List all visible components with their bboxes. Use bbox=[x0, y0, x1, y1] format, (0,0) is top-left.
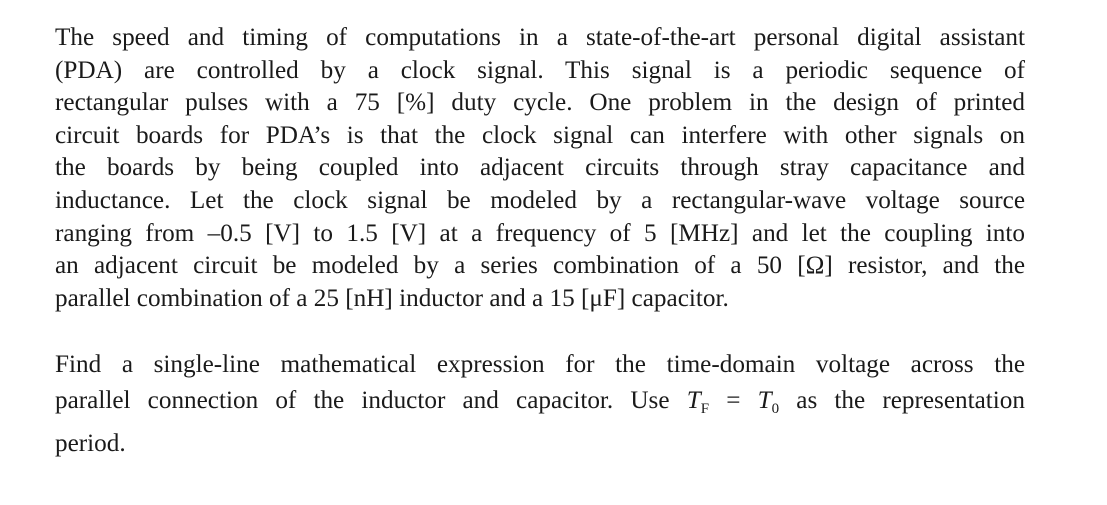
text-fragment: parallel connection of the inductor and capacitor. Use bbox=[55, 386, 670, 414]
text-line: inductance. Let the clock signal be modeled by a rectangular-wave voltage source bbox=[55, 186, 1025, 214]
text-line: (PDA) are controlled by a clock signal. This signal is a periodic sequence of bbox=[55, 56, 1025, 84]
t-f-symbol: T bbox=[686, 386, 701, 414]
text-line-with-equation bbox=[55, 382, 1025, 428]
problem-paragraph-2 bbox=[55, 349, 1025, 460]
text-line: The speed and timing of computations in a state-of-the-art personal digital assistant bbox=[55, 24, 1025, 51]
text-line: Find a single-line mathematical expression for the time-domain voltage across the bbox=[55, 351, 1025, 379]
t-0-subscript: 0 bbox=[771, 400, 780, 417]
text-line: the boards by being coupled into adjacent circuits through stray capacitance and bbox=[55, 154, 1025, 182]
problem-statement bbox=[55, 22, 1025, 461]
text-line: circuit boards for PDA’s is that the clock signal can interfere with other signals on bbox=[55, 121, 1025, 149]
text-fragment: as the representation bbox=[796, 386, 1025, 414]
text-line: rectangular pulses with a 75 [%] duty cycle. One problem in the design of printed bbox=[55, 89, 1025, 117]
t-0-symbol: T bbox=[757, 386, 772, 414]
period-equation bbox=[686, 386, 780, 417]
equals-sign: = bbox=[726, 386, 741, 414]
text-line: parallel combination of a 25 [nH] inductor and a 15 [μF] capacitor. bbox=[55, 284, 729, 312]
text-line: ranging from –0.5 [V] to 1.5 [V] at a frequency of 5 [MHz] and let the coupling into bbox=[55, 219, 1025, 247]
text-line: an adjacent circuit be modeled by a series combination of a 50 [Ω] resistor, and the bbox=[55, 252, 1025, 280]
problem-paragraph-1 bbox=[55, 22, 1025, 315]
text-line: period. bbox=[55, 429, 126, 457]
t-f-subscript: F bbox=[700, 400, 710, 417]
